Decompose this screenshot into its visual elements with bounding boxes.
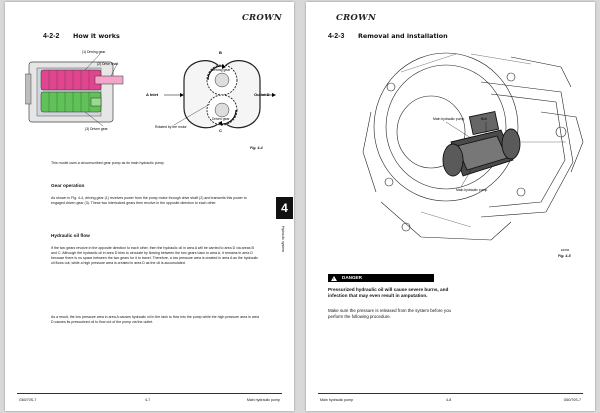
footer-divider [318, 393, 583, 394]
hydraulic-oil-flow-paragraph-1: If the two gears revolve in the opposite direction to each other, then the hydraulic oil in area A will be carried to area D via areas B and C. Although the hydraulic oil in area D tries to circulate by flowing between the two gears back to area A, it remains in area D because there is no space between the two gears for it to travel. Therefore, a low pressure area is created in area A as the hydraulic oil flows out, while a high pressure area is created in area D as the oil is accumulated. [51, 246, 258, 266]
right-page [306, 2, 595, 411]
warning-exclamation-icon: ! [333, 276, 335, 281]
section-title-how-it-works: 4-2-2 How it works [43, 32, 120, 40]
danger-instruction-text: Make sure the pressure is released from the system before you perform the following procedure. [328, 308, 451, 319]
crown-logo: CROWN [336, 13, 377, 23]
footer-section-name: Main hydraulic pump [320, 398, 354, 402]
danger-banner: DANGER [328, 274, 434, 282]
footer-section-name: Main hydraulic pump [246, 398, 280, 402]
chapter-tab: 4 [276, 197, 293, 219]
hydraulic-oil-flow-paragraph-2: As a result, the low pressure area in area A causes hydraulic oil in the tank to flow into the pump while the high pressure area in area D causes its pressurized oil to flow out of the pump via the outlet. [51, 315, 260, 325]
label-bolt: Bolt [481, 117, 487, 121]
pump-cutaway-illustration [25, 46, 130, 131]
section-title-removal-installation: 4-2-3 Removal and installation [328, 32, 448, 40]
figure-caption-4-5: Fig. 4-5 [558, 254, 571, 258]
label-b: B [219, 50, 222, 55]
left-page [5, 2, 294, 411]
footer-model: G60/70S-7 [563, 398, 581, 402]
label-main-hydraulic-pump-bottom: Main hydraulic pump [456, 188, 488, 192]
hydraulic-oil-flow-heading: Hydraulic oil flow [51, 233, 90, 238]
danger-warning-text: Pressurized hydraulic oil will cause severe burns, and infection that may even result in amputation. [328, 287, 449, 298]
transmission-pump-illustration [361, 42, 586, 252]
chapter-tab-label: Hydraulic system [281, 226, 285, 252]
label-driving-gear-1: (1) Driving gear [82, 50, 106, 54]
footer-page-number: 4-8 [446, 398, 452, 402]
figure-caption-4-4: Fig. 4-4 [250, 146, 263, 150]
gear-operation-paragraph: As shown in Fig. 4-4, driving gear (1) receives power from the pump motor through drive shaft (2) and transmits this power to engaged driven gear (3). These two interlocked gears then revolve in the opposite direction to each other. [51, 196, 247, 206]
gear-operation-heading: Gear operation [51, 183, 85, 188]
label-driven-gear-3: (3) Driven gear [85, 127, 108, 131]
label-drive-shaft-2: (2) Drive shaft [97, 62, 119, 66]
label-main-hydraulic-pump-top: Main hydraulic pump [433, 117, 465, 121]
footer-model: G60/70S-7 [19, 398, 37, 402]
footer-divider [17, 393, 282, 394]
intro-paragraph: This model uses a circumscribed gear pump as its main hydraulic pump. [51, 161, 165, 165]
label-driven-gear: Driven gear [212, 117, 230, 121]
crown-logo: CROWN [241, 13, 282, 23]
footer-page-number: 4-7 [145, 398, 151, 402]
label-c: C [219, 128, 222, 133]
label-a-inlet: A Inlet [146, 92, 159, 97]
label-outlet-d: Outlet D [254, 92, 270, 97]
figure-ref-code: EF066 [561, 248, 570, 252]
label-rotated-by-motor: Rotated by the motor [155, 125, 187, 129]
label-driving-gear: Driving gear [212, 68, 231, 72]
